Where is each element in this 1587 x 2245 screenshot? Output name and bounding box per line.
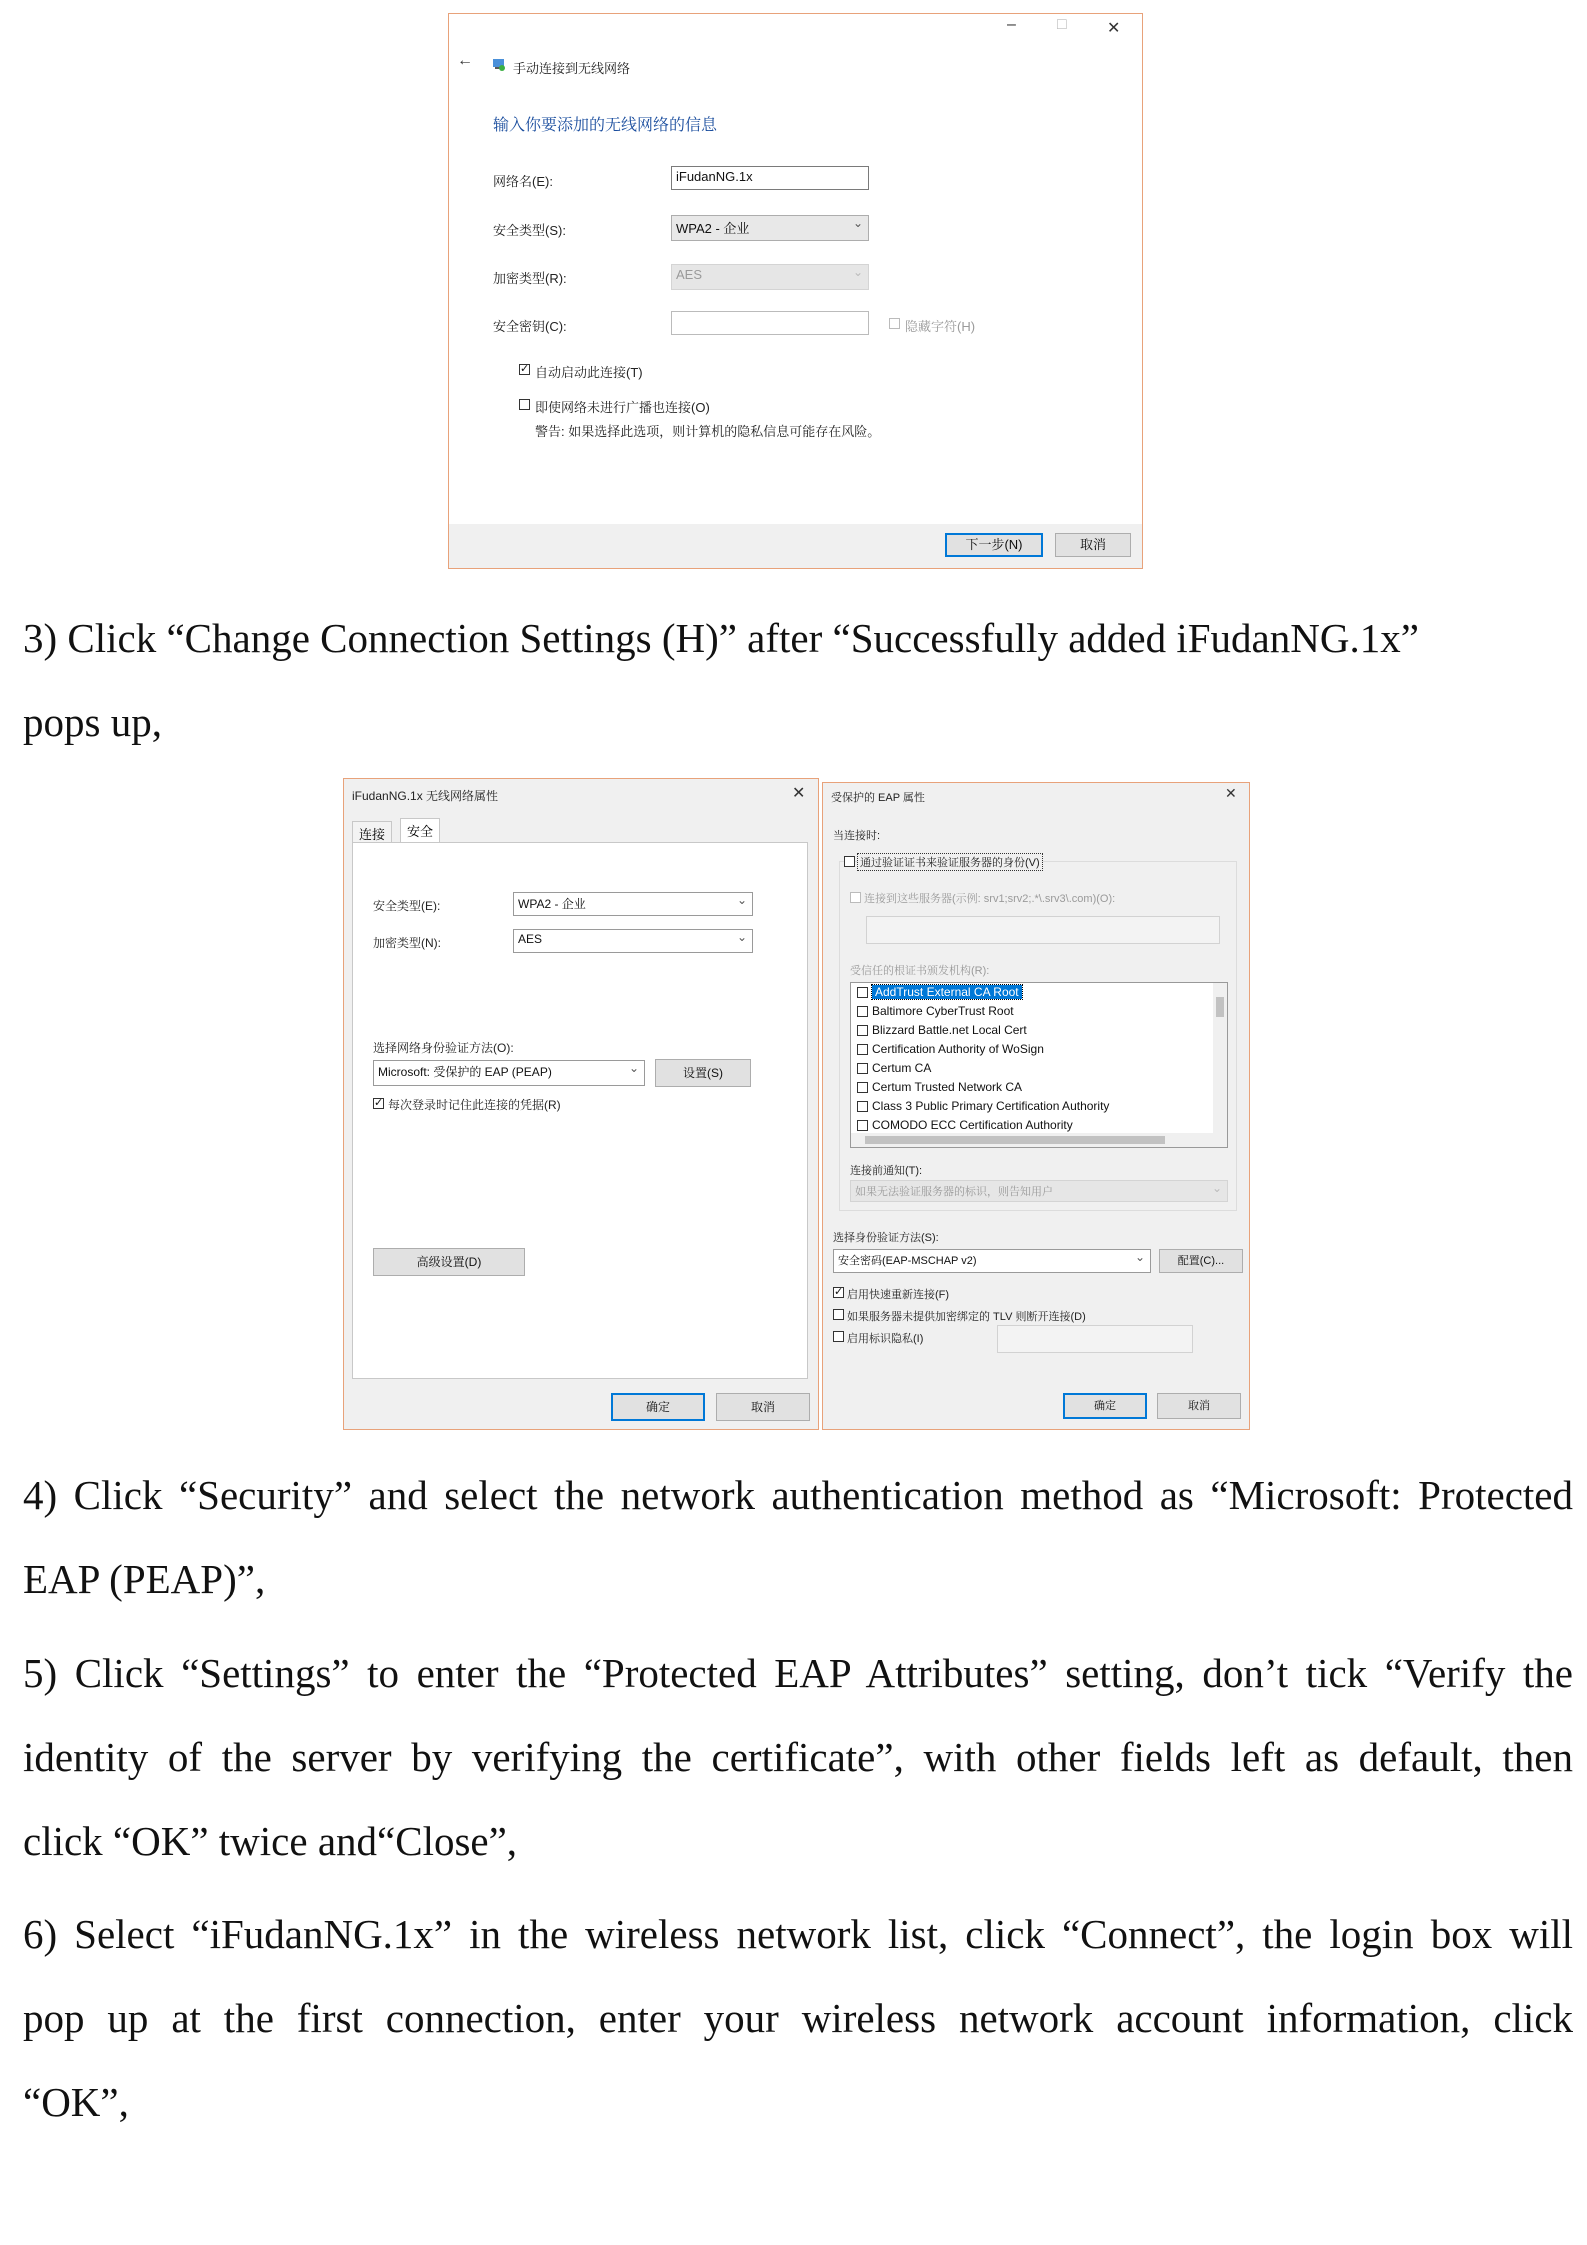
advanced-settings-button[interactable]: 高级设置(D) [373, 1248, 525, 1276]
hide-chars-checkbox[interactable] [889, 318, 900, 329]
chevron-down-icon: ⌄ [852, 265, 863, 279]
close-button[interactable]: ✕ [792, 785, 806, 802]
auto-start-label: 自动启动此连接(T) [535, 365, 643, 380]
ca-list-item[interactable]: Certum CA [857, 1061, 931, 1075]
horizontal-scrollbar[interactable] [851, 1133, 1227, 1147]
dialog-title: 受保护的 EAP 属性 [831, 792, 925, 804]
encryption-type-select[interactable] [513, 929, 753, 953]
ca-list[interactable] [850, 982, 1228, 1148]
disconnect-tlv-checkbox[interactable] [833, 1309, 844, 1320]
dialog-heading: 输入你要添加的无线网络的信息 [493, 117, 718, 134]
chevron-down-icon: ⌄ [736, 930, 747, 944]
ca-list-item[interactable]: Certum Trusted Network CA [857, 1080, 1022, 1094]
auth-method-select[interactable] [833, 1249, 1151, 1273]
remember-credentials-label: 每次登录时记住此连接的凭据(R) [388, 1098, 561, 1112]
vertical-scrollbar[interactable] [1213, 983, 1227, 1133]
ca-list-item[interactable]: AddTrust External CA Root [857, 985, 1022, 999]
ca-checkbox[interactable] [857, 1044, 868, 1055]
ok-button[interactable]: 确定 [1063, 1393, 1147, 1419]
chevron-down-icon: ⌄ [1211, 1181, 1222, 1195]
identity-privacy-label: 启用标识隐私(I) [847, 1333, 924, 1345]
step6-line1: 6) Select “iFudanNG.1x” in the wireless network list, click “Connect”, the login box will [23, 1911, 1573, 1957]
ca-checkbox[interactable] [857, 1120, 868, 1131]
tab-security[interactable]: 安全 [400, 818, 440, 843]
chevron-down-icon: ⌄ [852, 216, 863, 230]
protected-eap-dialog [822, 782, 1250, 1430]
auth-method-label: 选择网络身份验证方法(O): [373, 1041, 514, 1055]
cancel-button[interactable]: 取消 [1157, 1393, 1241, 1419]
encryption-type-label: 加密类型(R): [493, 271, 567, 286]
servers-input[interactable] [866, 916, 1220, 944]
ca-list-item[interactable]: Baltimore CyberTrust Root [857, 1004, 1014, 1018]
ca-list-item[interactable]: Class 3 Public Primary Certification Authority [857, 1099, 1109, 1113]
security-tab-panel [352, 842, 808, 1379]
security-key-label: 安全密钥(C): [493, 319, 567, 334]
step5-line1: 5) Click “Settings” to enter the “Protected EAP Attributes” setting, don’t tick “Verify the [23, 1650, 1573, 1696]
scroll-thumb[interactable] [1216, 997, 1224, 1017]
wireless-properties-dialog [343, 778, 819, 1430]
cancel-button[interactable]: 取消 [1055, 533, 1131, 557]
identity-privacy-input[interactable] [997, 1325, 1193, 1353]
notify-value: 如果无法验证服务器的标识，则告知用户 [855, 1186, 1053, 1198]
security-key-input[interactable] [671, 311, 869, 335]
ca-list-item[interactable]: Blizzard Battle.net Local Cert [857, 1023, 1027, 1037]
minimize-button[interactable]: – [1007, 16, 1016, 33]
close-button[interactable]: ✕ [1107, 20, 1121, 37]
fast-reconnect-checkbox[interactable]: ✓ [834, 1286, 844, 1298]
hide-chars-label: 隐藏字符(H) [905, 319, 976, 334]
ca-checkbox[interactable] [857, 987, 868, 998]
security-type-select[interactable] [671, 215, 869, 241]
step5-line2: identity of the server by verifying the certificate”, with other fields left as default, then [23, 1734, 1573, 1780]
ca-checkbox[interactable] [857, 1006, 868, 1017]
close-button[interactable]: ✕ [1225, 785, 1237, 801]
auth-method-value: Microsoft: 受保护的 EAP (PEAP) [378, 1065, 552, 1079]
step5-line3: click “OK” twice and“Close”, [23, 1818, 518, 1864]
ca-checkbox[interactable] [857, 1082, 868, 1093]
ssid-input[interactable]: iFudanNG.1x [671, 166, 869, 190]
security-type-value: WPA2 - 企业 [518, 897, 586, 911]
notify-select[interactable] [850, 1180, 1228, 1202]
settings-button[interactable]: 设置(S) [655, 1059, 751, 1087]
verify-cert-checkbox[interactable] [844, 856, 855, 867]
configure-button[interactable]: 配置(C)... [1159, 1249, 1243, 1273]
encryption-type-value: AES [676, 267, 703, 282]
auth-method-value: 安全密码(EAP-MSCHAP v2) [838, 1255, 977, 1267]
dialog-title: 手动连接到无线网络 [513, 61, 631, 76]
trusted-roots-label: 受信任的根证书颁发机构(R): [850, 965, 990, 977]
identity-privacy-checkbox[interactable] [833, 1331, 844, 1342]
connect-hidden-label: 即使网络未进行广播也连接(O) [535, 400, 710, 415]
encryption-type-value: AES [518, 932, 543, 946]
security-type-label: 安全类型(S): [493, 223, 566, 238]
ca-list-item[interactable]: COMODO ECC Certification Authority [857, 1118, 1073, 1132]
ca-checkbox[interactable] [857, 1063, 868, 1074]
verify-cert-label: 通过验证证书来验证服务器的身份(V) [858, 854, 1042, 870]
wifi-network-icon [491, 56, 507, 72]
ok-button[interactable]: 确定 [611, 1393, 705, 1421]
disconnect-tlv-label: 如果服务器未提供加密绑定的 TLV 则断开连接(D) [847, 1311, 1086, 1323]
security-type-select[interactable] [513, 892, 753, 916]
chevron-down-icon: ⌄ [628, 1061, 639, 1075]
ca-list-item[interactable]: Certification Authority of WoSign [857, 1042, 1044, 1056]
step4-line2: EAP (PEAP)”, [23, 1556, 266, 1602]
step3-line1: 3) Click “Change Connection Settings (H)” after “Successfully added iFudanNG.1x” [23, 615, 1419, 661]
encryption-type-label: 加密类型(N): [373, 936, 441, 950]
auth-method-select[interactable] [373, 1060, 645, 1086]
maximize-button[interactable]: □ [1057, 16, 1067, 33]
step4-line1: 4) Click “Security” and select the network authentication method as “Microsoft: Protected [23, 1472, 1573, 1518]
connect-servers-label: 连接到这些服务器(示例: srv1;srv2;.*\.srv3\.com)(O): [864, 893, 1116, 905]
step3-line2: pops up, [23, 699, 162, 745]
security-type-label: 安全类型(E): [373, 899, 441, 913]
tab-connection[interactable]: 连接 [352, 821, 392, 846]
when-connecting-label: 当连接时: [833, 830, 881, 842]
auth-method-label: 选择身份验证方法(S): [833, 1232, 939, 1244]
next-button[interactable]: 下一步(N) [945, 533, 1043, 557]
fast-reconnect-label: 启用快速重新连接(F) [847, 1289, 950, 1301]
dialog-title: iFudanNG.1x 无线网络属性 [352, 789, 499, 803]
connect-hidden-checkbox[interactable] [519, 399, 530, 410]
ca-checkbox[interactable] [857, 1025, 868, 1036]
step6-line3: “OK”, [23, 2079, 129, 2125]
connect-servers-checkbox[interactable] [850, 892, 861, 903]
ca-checkbox[interactable] [857, 1101, 868, 1112]
manual-connect-dialog [448, 13, 1143, 569]
chevron-down-icon: ⌄ [1134, 1250, 1145, 1264]
encryption-type-select[interactable] [671, 264, 869, 290]
server-validation-group [839, 857, 1237, 1211]
step6-line2: pop up at the first connection, enter your wireless network account information, click [23, 1995, 1573, 2041]
dialog-footer [449, 524, 1142, 568]
security-type-value: WPA2 - 企业 [676, 221, 750, 236]
chevron-down-icon: ⌄ [736, 893, 747, 907]
ssid-label: 网络名(E): [493, 174, 553, 189]
privacy-warning: 警告: 如果选择此选项，则计算机的隐私信息可能存在风险。 [535, 424, 881, 439]
remember-credentials-checkbox[interactable]: ✓ [374, 1097, 384, 1109]
scroll-thumb[interactable] [865, 1136, 1165, 1144]
notify-label: 连接前通知(T): [850, 1165, 923, 1177]
auto-start-checkbox[interactable]: ✓ [520, 363, 530, 375]
cancel-button[interactable]: 取消 [716, 1393, 810, 1421]
back-arrow-icon[interactable]: ← [457, 52, 473, 69]
